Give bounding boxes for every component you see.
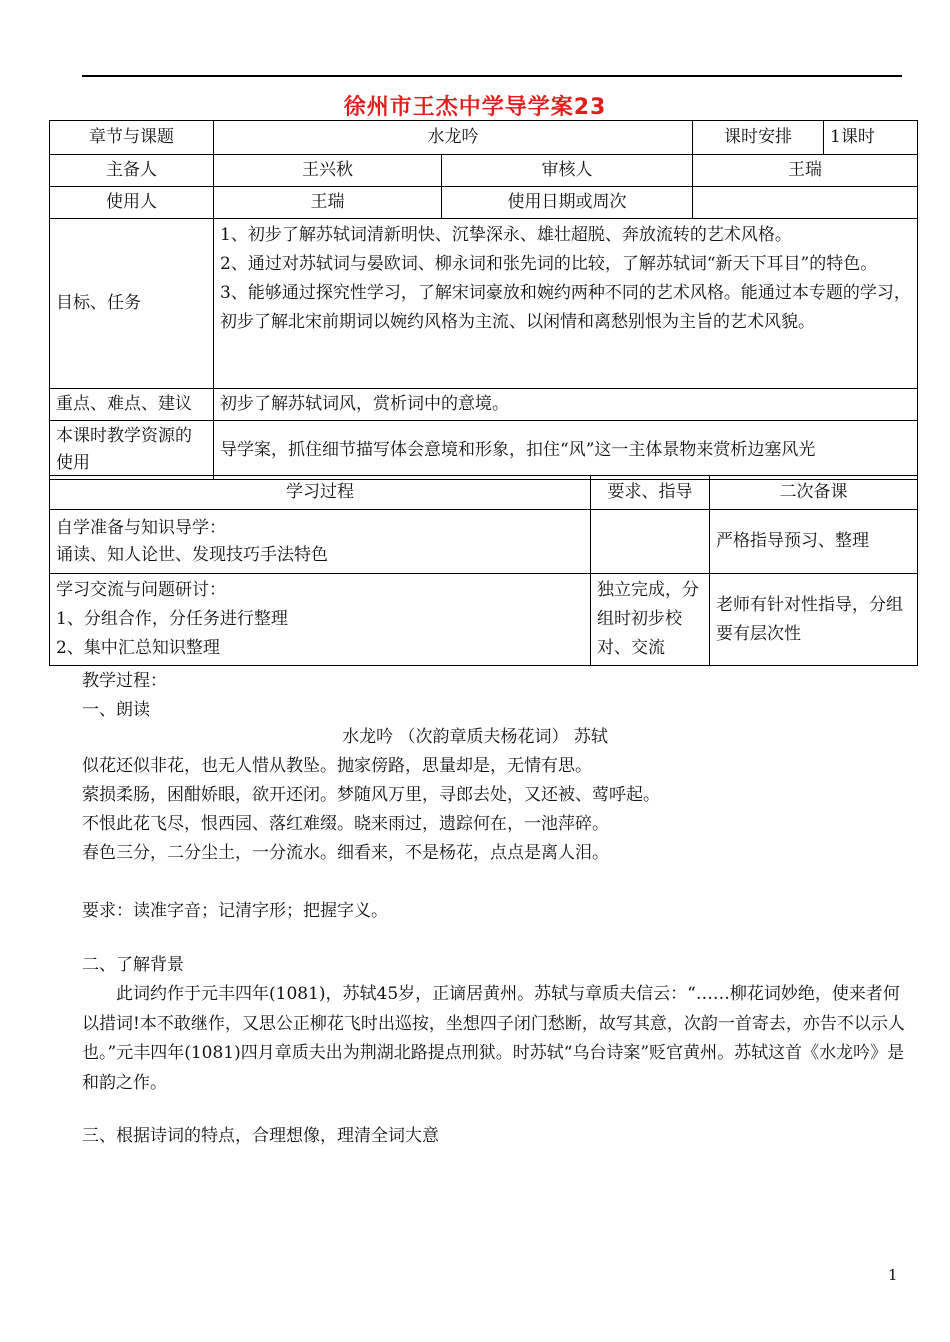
background-paragraph: 此词约作于元丰四年(1081)，苏轼45岁，正谪居黄州。苏轼与章质夫信云：“……柳花词妙绝，使来者何以措词!本不敢继作，又思公正柳花飞时出巡按，坐想四子闭门愁断，故写其意，次韵一首寄去，亦告不以示人也。”元丰四年(1081)四月章质夫出为荆湖北路提点刑狱。时苏轼“乌台诗案”贬官黄州。苏轼这首《水龙吟》是和韵之作。 bbox=[82, 984, 905, 1093]
process-line: 诵读、知人论世、发现技巧手法特色 bbox=[56, 544, 328, 565]
schedule-label: 课时安排 bbox=[693, 121, 824, 155]
poem-line: 似花还似非花，也无人惜从教坠。抛家傍路，思量却是，无情有思。 bbox=[82, 756, 592, 776]
key-points-label: 重点、难点、建议 bbox=[50, 389, 214, 421]
schedule-value: 1课时 bbox=[824, 121, 918, 155]
process-line: 自学准备与知识导学： bbox=[56, 517, 226, 538]
section-1-heading: 一、朗读 bbox=[82, 700, 150, 720]
process-cell bbox=[50, 510, 591, 574]
reading-requirement: 要求：读准字音；记清字形；把握字义。 bbox=[82, 901, 388, 921]
date-label: 使用日期或周次 bbox=[442, 187, 693, 219]
reviewer-value: 王瑞 bbox=[693, 155, 918, 187]
header-guide: 要求、指导 bbox=[591, 476, 710, 510]
user-value: 王瑞 bbox=[214, 187, 442, 219]
goals-label: 目标、任务 bbox=[50, 219, 214, 389]
resource-value: 导学案，抓住细节描写体会意境和形象，扣住“风”这一主体景物来赏析边塞风光 bbox=[214, 421, 918, 480]
process-cell bbox=[50, 574, 591, 666]
guide-cell bbox=[591, 510, 710, 574]
chapter-value: 水龙吟 bbox=[214, 121, 693, 155]
resource-label: 本课时教学资源的使用 bbox=[50, 421, 214, 480]
date-value bbox=[693, 187, 918, 219]
teaching-process-label: 教学过程： bbox=[82, 671, 167, 691]
poem-line: 不恨此花飞尽，恨西园、落红难缀。晓来雨过，遗踪何在，一池萍碎。 bbox=[82, 814, 609, 834]
header-prep: 二次备课 bbox=[710, 476, 918, 510]
goals-cell bbox=[214, 219, 918, 389]
goal-item: 2、通过对苏轼词与晏欧词、柳永词和张先词的比较，了解苏轼词“新天下耳目”的特色。 bbox=[220, 254, 878, 274]
prep-cell: 严格指导预习、整理 bbox=[710, 510, 918, 574]
learning-process-table bbox=[49, 475, 918, 666]
goal-item: 3、能够通过探究性学习，了解宋词豪放和婉约两种不同的艺术风格。能通过本专题的学习，初步了解北宋前期词以婉约风格为主流、以闲情和离愁别恨为主旨的艺术风貌。 bbox=[220, 283, 911, 332]
prep-cell: 老师有针对性指导，分组要有层次性 bbox=[710, 574, 918, 666]
key-points-value: 初步了解苏轼词风，赏析词中的意境。 bbox=[214, 389, 918, 421]
goal-item: 1、初步了解苏轼词清新明快、沉挚深永、雄壮超脱、奔放流转的艺术风格。 bbox=[220, 225, 792, 245]
user-label: 使用人 bbox=[50, 187, 214, 219]
section-3-heading: 三、根据诗词的特点，合理想像，理清全词大意 bbox=[82, 1126, 439, 1146]
lesson-info-table bbox=[49, 120, 918, 480]
header-rule bbox=[82, 75, 902, 77]
reviewer-label: 审核人 bbox=[442, 155, 693, 187]
poem-line: 萦损柔肠，困酣娇眼，欲开还闭。梦随风万里，寻郎去处，又还被、莺呼起。 bbox=[82, 785, 660, 805]
process-line: 2、集中汇总知识整理 bbox=[56, 638, 220, 658]
document-title: 徐州市王杰中学导学案23 bbox=[343, 95, 607, 120]
header-process: 学习过程 bbox=[50, 476, 591, 510]
poem-title: 水龙吟 （次韵章质夫杨花词） 苏轼 bbox=[342, 727, 608, 747]
page-number: 1 bbox=[888, 1266, 898, 1284]
author-label: 主备人 bbox=[50, 155, 214, 187]
poem-line: 春色三分，二分尘土，一分流水。细看来，不是杨花，点点是离人泪。 bbox=[82, 843, 609, 863]
author-value: 王兴秋 bbox=[214, 155, 442, 187]
process-line: 学习交流与问题研讨： bbox=[56, 580, 226, 600]
chapter-label: 章节与课题 bbox=[50, 121, 214, 155]
section-2-heading: 二、了解背景 bbox=[82, 955, 184, 975]
guide-cell: 独立完成，分组时初步校对、交流 bbox=[591, 574, 710, 666]
process-line: 1、分组合作，分任务进行整理 bbox=[56, 609, 288, 629]
